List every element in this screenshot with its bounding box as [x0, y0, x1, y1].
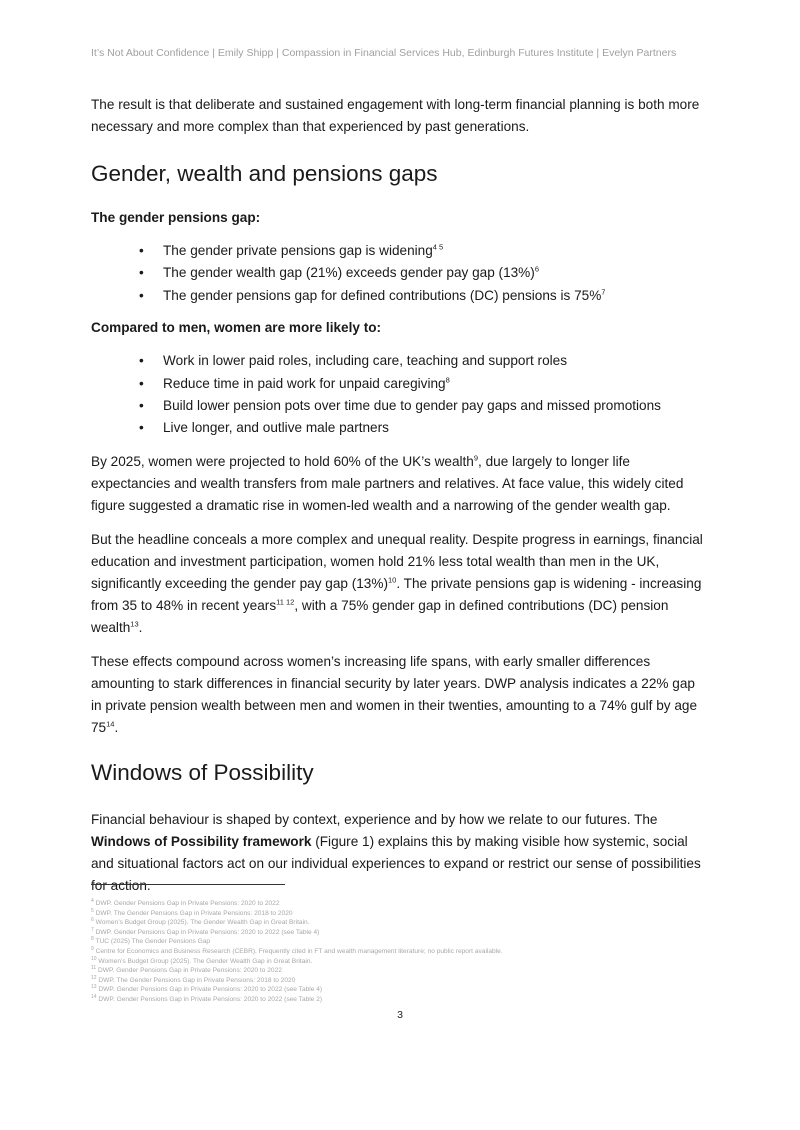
intro-paragraph: The result is that deliberate and sustained engagement with long-term financial planning is both more necessary and more complex than that experienced by past generations.: [91, 97, 700, 134]
footnote-ref[interactable]: 4 5: [432, 242, 444, 252]
running-header: It’s Not About Confidence | Emily Shipp | Compassion in Financial Services Hub, Edinburgh Futures Institute | Evelyn Partners: [91, 47, 677, 59]
footnote: $^8$ TUC (2025) The Gender Pensions Gap: [91, 936, 211, 946]
subheading-pensions-gap: The gender pensions gap:: [91, 210, 261, 225]
bullet-icon: •: [139, 265, 144, 281]
footnote-ref[interactable]: 9: [473, 453, 479, 463]
list-item: • Build lower pension pots over time due to gender pay gaps and missed promotions: [91, 395, 709, 417]
footnote: $^5$ DWP. The Gender Pensions Gap in Private Pensions: 2018 to 2020: [91, 907, 293, 917]
list-item: • The gender private pensions gap is widening$^{4 5}$: [91, 240, 709, 262]
bullet-icon: •: [139, 287, 144, 303]
subheading-women-more-likely: Compared to men, women are more likely to:: [91, 320, 382, 336]
footnote: $^9$ Centre for Economics and Business Research (CEBR). Frequently cited in FT and wealth management literature; no public report available.: [91, 945, 503, 955]
paragraph-effects-compound: These effects compound across women’s increasing life spans, with early smaller differences amounting to stark differences in financial security by later years. DWP analysis indicates a 22% gap in private pension wealth between men and women in their twenties, amounting to a 74% gulf by age $75^{14}$.: [91, 653, 698, 735]
list-item: • Live longer, and outlive male partners: [91, 417, 709, 439]
paragraph-financial-behaviour: Financial behaviour is shaped by context, experience and by how we relate to our futures. The Windows of Possibility framework (Figure 1) explains this by making visible how systemic, social and situational factors act on our individual experiences to expand or restrict our sense of possibilities for action.: [91, 811, 701, 893]
footnote: $^7$ DWP. Gender Pensions Gap in Private Pensions: 2020 to 2022 (see Table 4): [91, 926, 320, 936]
footnote-ref[interactable]: 6: [534, 264, 539, 274]
pensions-gap-list: [91, 240, 709, 307]
footnote-ref[interactable]: 10: [388, 575, 397, 585]
footnote-ref[interactable]: 11 12: [276, 597, 295, 607]
footnote: $^4$ DWP. Gender Pensions Gap in Private Pensions: 2020 to 2022: [91, 897, 280, 907]
footnote: $^{13}$ DWP. Gender Pensions Gap in Private Pensions: 2020 to 2022 (see Table 4): [91, 984, 323, 994]
women-more-likely-list: [91, 350, 709, 440]
footnote: $^{12}$ DWP. The Gender Pensions Gap in Private Pensions: 2018 to 2020: [91, 974, 296, 984]
footnote: $^{14}$ DWP. Gender Pensions Gap in Private Pensions: 2020 to 2022 (see Table 2): [91, 993, 323, 1003]
bullet-icon: •: [139, 375, 144, 391]
list-item: • Work in lower paid roles, including care, teaching and support roles: [91, 350, 709, 372]
section-heading-gender-gaps: Gender, wealth and pensions gaps: [91, 161, 438, 186]
bullet-icon: •: [139, 353, 144, 369]
list-item: • Reduce time in paid work for unpaid caregiving$^8$: [91, 373, 709, 395]
footnote-divider: [91, 884, 285, 885]
footnote: $^{10}$ Women’s Budget Group (2025). The Gender Wealth Gap in Great Britain.: [91, 955, 313, 965]
footnote: $^6$ Women’s Budget Group (2025). The Gender Wealth Gap in Great Britain.: [91, 917, 310, 927]
paragraph-headline-conceals: But the headline conceals a more complex and unequal reality. Despite progress in earnings, financial education and investment participation, women hold 21% less total wealth than men in the UK, significantly exceeding the gender pay gap $(13\%)^{10}$. The private pensions gap is widening - increasing from 35 to 48% in recent years$^{11 12}$, with a 75% gender gap in defined contributions (DC) pension wealth$^{13}$.: [91, 531, 703, 635]
footnotes: [91, 899, 711, 1005]
page-body: [91, 94, 709, 897]
bullet-icon: •: [139, 398, 144, 414]
list-item: • The gender pensions gap for defined contributions (DC) pensions is 75%$^7$: [91, 285, 709, 307]
footnote-ref[interactable]: 8: [445, 375, 450, 385]
section-heading-windows-of-possibility: Windows of Possibility: [91, 759, 314, 785]
paragraph-women-wealth-projection: By 2025, women were projected to hold 60% of the UK’s wealth$^9$, due largely to longer life expectancies and wealth transfers from male partners and relatives. At face value, this widely cited figure suggested a dramatic rise in women-led wealth and a narrowing of the gender wealth gap.: [91, 453, 684, 513]
footnote-ref[interactable]: 13: [130, 619, 139, 629]
list-item: • The gender wealth gap (21%) exceeds gender pay gap $(13\%)^6$: [91, 262, 709, 284]
footnote: $^{11}$ DWP. Gender Pensions Gap in Private Pensions: 2020 to 2022: [91, 964, 282, 975]
bullet-icon: •: [139, 243, 144, 258]
footnote-ref[interactable]: 7: [601, 287, 606, 297]
bullet-icon: •: [139, 420, 144, 436]
page-number: 3: [397, 1009, 403, 1021]
footnote-ref[interactable]: 14: [106, 719, 115, 729]
